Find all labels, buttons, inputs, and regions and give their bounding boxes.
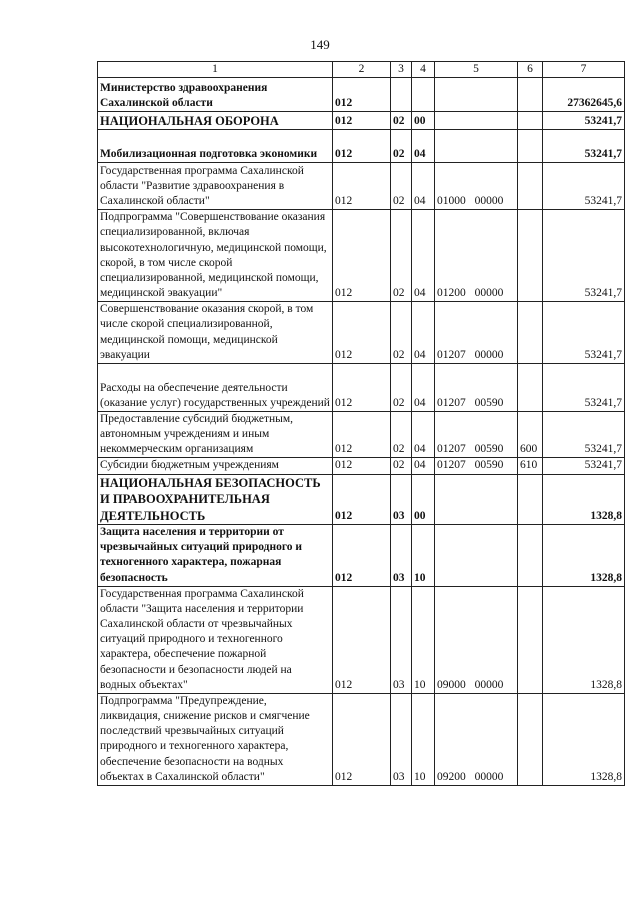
row-csr — [435, 130, 518, 163]
row-name: Государственная программа Сахалинской области "Развитие здравоохранения в Сахалинской области" — [98, 163, 333, 210]
row-csr: 01207 00590 — [435, 363, 518, 411]
row-pr: 04 — [412, 163, 435, 210]
row-rz: 02 — [391, 458, 412, 474]
row-sum: 53241,7 — [543, 302, 625, 364]
row-vr — [518, 112, 543, 130]
row-sum: 53241,7 — [543, 112, 625, 130]
header-cell: 7 — [543, 62, 625, 78]
row-pr — [412, 78, 435, 112]
row-pr: 04 — [412, 363, 435, 411]
row-name: Субсидии бюджетным учреждениям — [98, 458, 333, 474]
row-vr — [518, 302, 543, 364]
table-row — [98, 210, 625, 302]
table-row — [98, 130, 625, 163]
row-sum: 53241,7 — [543, 411, 625, 458]
row-csr: 01207 00590 — [435, 458, 518, 474]
row-csr: 01000 00000 — [435, 163, 518, 210]
row-ved: 012 — [333, 163, 391, 210]
row-name: НАЦИОНАЛЬНАЯ БЕЗОПАСНОСТЬ И ПРАВООХРАНИТЕЛЬНАЯ ДЕЯТЕЛЬНОСТЬ — [98, 474, 333, 525]
table-row — [98, 78, 625, 112]
row-name: Предоставление субсидий бюджетным, автономным учреждениям и иным некоммерческим организациям — [98, 411, 333, 458]
row-rz: 02 — [391, 210, 412, 302]
row-sum: 27362645,6 — [543, 78, 625, 112]
row-ved: 012 — [333, 130, 391, 163]
row-pr: 04 — [412, 458, 435, 474]
header-cell: 5 — [435, 62, 518, 78]
row-ved: 012 — [333, 363, 391, 411]
row-pr: 04 — [412, 130, 435, 163]
row-rz: 03 — [391, 525, 412, 587]
row-csr: 01207 00000 — [435, 302, 518, 364]
row-ved: 012 — [333, 693, 391, 785]
row-name: Совершенствование оказания скорой, в том числе скорой специализированной, медицинской помощи, медицинской эвакуации — [98, 302, 333, 364]
row-csr — [435, 112, 518, 130]
row-pr: 10 — [412, 586, 435, 693]
table-row — [98, 302, 625, 364]
row-pr: 10 — [412, 525, 435, 587]
row-name: Подпрограмма "Предупреждение, ликвидация, снижение рисков и смягчение последствий чрезвычайных ситуаций природного и техногенного характера, обеспечение безопасности на водных объектах в Сахалинской области" — [98, 693, 333, 785]
row-vr — [518, 474, 543, 525]
row-ved: 012 — [333, 302, 391, 364]
header-cell: 4 — [412, 62, 435, 78]
row-rz: 02 — [391, 130, 412, 163]
row-vr — [518, 363, 543, 411]
row-vr — [518, 163, 543, 210]
row-rz — [391, 78, 412, 112]
row-ved: 012 — [333, 525, 391, 587]
row-ved: 012 — [333, 458, 391, 474]
row-csr: 01200 00000 — [435, 210, 518, 302]
row-csr: 09000 00000 — [435, 586, 518, 693]
table-row — [98, 525, 625, 587]
row-ved: 012 — [333, 78, 391, 112]
header-cell: 1 — [98, 62, 333, 78]
row-vr — [518, 210, 543, 302]
row-vr — [518, 78, 543, 112]
row-sum: 53241,7 — [543, 130, 625, 163]
row-rz: 02 — [391, 411, 412, 458]
row-vr — [518, 525, 543, 587]
row-vr — [518, 693, 543, 785]
table-header-row — [98, 62, 625, 78]
row-rz: 02 — [391, 302, 412, 364]
table-row — [98, 586, 625, 693]
row-vr — [518, 586, 543, 693]
page-number: 149 — [310, 37, 330, 52]
row-rz: 02 — [391, 163, 412, 210]
row-ved: 012 — [333, 474, 391, 525]
row-csr — [435, 474, 518, 525]
row-rz: 02 — [391, 363, 412, 411]
row-vr: 610 — [518, 458, 543, 474]
row-pr: 04 — [412, 411, 435, 458]
table-row — [98, 693, 625, 785]
table-row — [98, 458, 625, 474]
row-sum: 53241,7 — [543, 458, 625, 474]
table-row — [98, 363, 625, 411]
header-cell: 6 — [518, 62, 543, 78]
row-sum: 53241,7 — [543, 210, 625, 302]
row-sum: 1328,8 — [543, 693, 625, 785]
row-pr: 10 — [412, 693, 435, 785]
budget-table — [97, 61, 625, 786]
row-name: Мобилизационная подготовка экономики — [98, 130, 333, 163]
row-csr: 09200 00000 — [435, 693, 518, 785]
table-row — [98, 474, 625, 525]
row-name: Государственная программа Сахалинской области "Защита населения и территории Сахалинской области от чрезвычайных ситуаций природного и техногенного характера, обеспечение пожарной безопасности и безопасности людей на водных объектах" — [98, 586, 333, 693]
row-pr: 04 — [412, 210, 435, 302]
row-rz: 02 — [391, 112, 412, 130]
table-row — [98, 411, 625, 458]
row-name: Защита населения и территории от чрезвычайных ситуаций природного и техногенного характера, пожарная безопасность — [98, 525, 333, 587]
row-name: НАЦИОНАЛЬНАЯ ОБОРОНА — [98, 112, 333, 130]
row-pr: 00 — [412, 112, 435, 130]
row-ved: 012 — [333, 411, 391, 458]
header-cell: 3 — [391, 62, 412, 78]
row-name: Расходы на обеспечение деятельности (оказание услуг) государственных учреждений — [98, 363, 333, 411]
row-sum: 1328,8 — [543, 525, 625, 587]
row-rz: 03 — [391, 693, 412, 785]
row-csr — [435, 525, 518, 587]
table-row — [98, 163, 625, 210]
row-sum: 53241,7 — [543, 163, 625, 210]
row-sum: 1328,8 — [543, 474, 625, 525]
row-csr: 01207 00590 — [435, 411, 518, 458]
row-vr — [518, 130, 543, 163]
row-csr — [435, 78, 518, 112]
row-pr: 04 — [412, 302, 435, 364]
row-sum: 1328,8 — [543, 586, 625, 693]
table-row — [98, 112, 625, 130]
row-ved: 012 — [333, 586, 391, 693]
row-rz: 03 — [391, 586, 412, 693]
row-name: Подпрограмма "Совершенствование оказания специализированной, включая высокотехнологичную, медицинской помощи, скорой, в том числе скорой специализированной, медицинской помощи, медицинской эвакуации" — [98, 210, 333, 302]
row-rz: 03 — [391, 474, 412, 525]
row-sum: 53241,7 — [543, 363, 625, 411]
row-pr: 00 — [412, 474, 435, 525]
row-name: Министерство здравоохранения Сахалинской области — [98, 78, 333, 112]
row-ved: 012 — [333, 112, 391, 130]
header-cell: 2 — [333, 62, 391, 78]
row-vr: 600 — [518, 411, 543, 458]
row-ved: 012 — [333, 210, 391, 302]
